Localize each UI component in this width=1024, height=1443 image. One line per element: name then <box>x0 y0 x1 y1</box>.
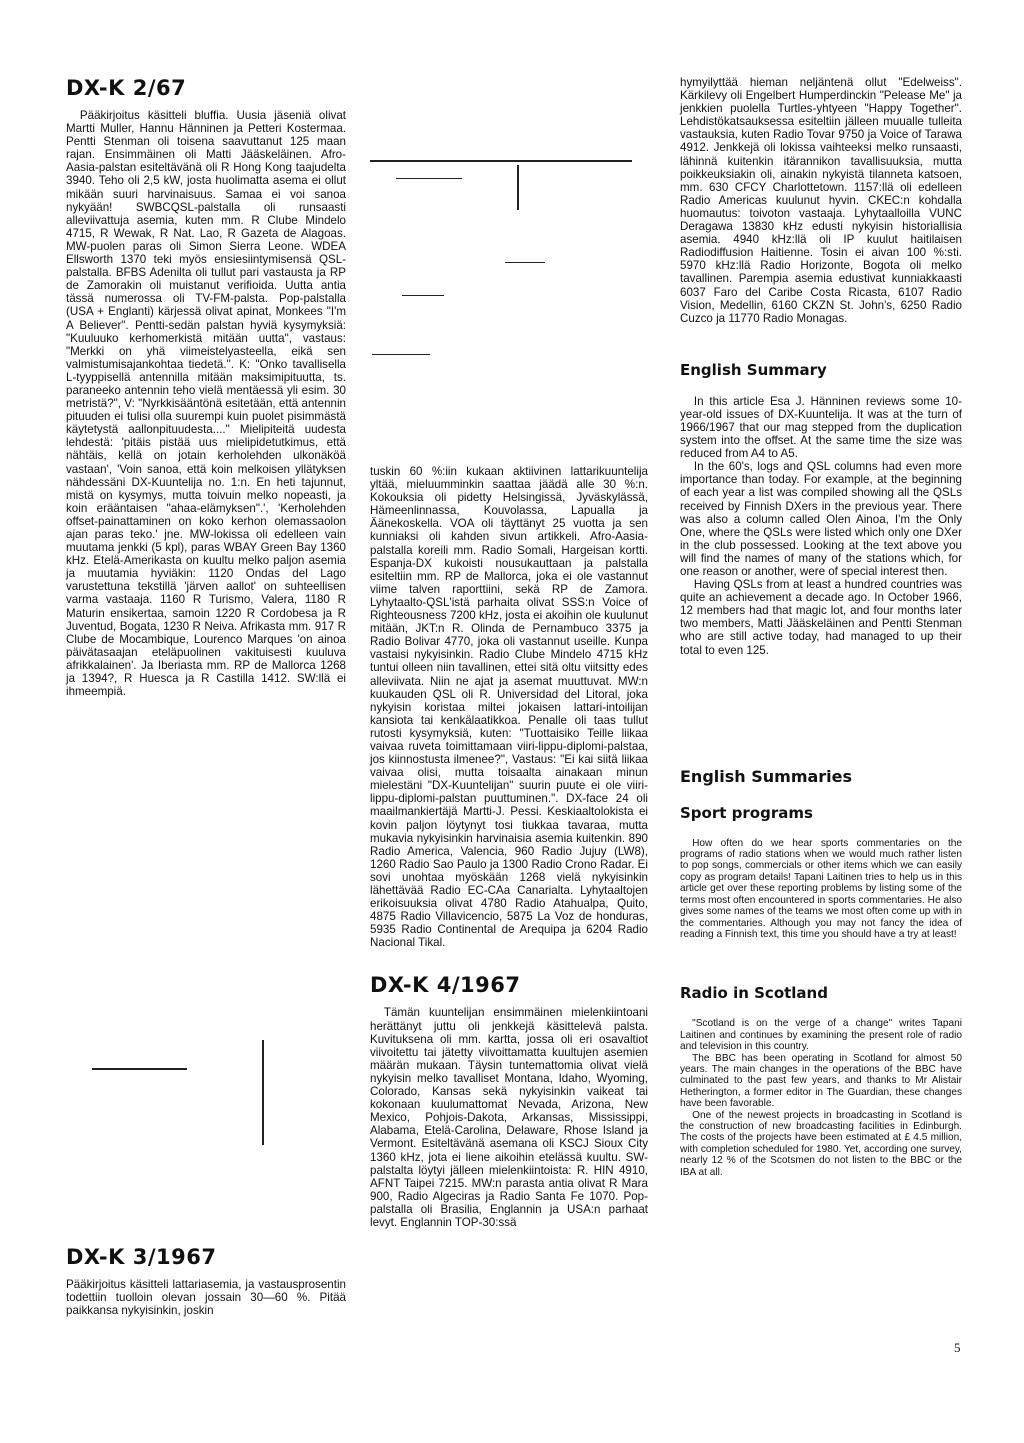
summary-paragraph-3: Having QSLs from at least a hundred countries was quite an achievement a decade ago. In October 1966, 12 members had that magic lot, and four months later two members, Matti Jääskeläinen and Pentti Stenman who are still active today, had managed to up their total to even 125. <box>680 578 962 657</box>
scotland-paragraph-2: The BBC has been operating in Scotland for almost 50 years. The main changes in the operations of the BBC have culminated to the past few years, and thanks to Mr Alistair Hetherington, a former editor in The Guardian, these changes have been favorable. <box>680 1052 962 1110</box>
summary-paragraph-1: In this article Esa J. Hänninen reviews some 10-year-old issues of DX-Kuuntelija. It was at the turn of 1966/1967 that our mag stepped from the duplication system into the offset. At the same time the size was reduced from A4 to A5. <box>680 394 962 461</box>
page-number: 5 <box>954 1340 961 1355</box>
article-dxk-4-1967-continued: hymyilyttää hieman neljäntenä ollut "Edelweiss". Kärkilevy oli Engelbert Humperdinckin "Pelease Me" ja jenkkien puolella Turtles-yhtyeen "Happy Together". Lehdistökatsauksessa esiteltiin jälleen muualle tulleita vastauksia, kuten Radio Tovar 9750 ja Voice of Tarawa 4912. Jenkkejä oli lokissa vaihteeksi melko runsaasti, lähinnä kuitenkin itärannikon tavallisuuksia, mutta poikkeuksiakin oli, ainakin nykyistä tilanneta katsoen, mm. 630 CFCY Charlottetown. 1157:llä oli edelleen Radio Americas kuulunut hyvin. CKEC:n kohdalla huomautus: toivoton vastaaja. Lyhytaalloilla VUNC Deragawa 13830 kHz edusti nykyisin historiallisia asemia. 4940 kHz:llä oli IP kuulut haitilaisen Radiodiffusion Haitienne. Tosin ei aivan 100 %:sti. 5970 kHz:llä Radio Horizonte, Bogota oli melko tavallinen. Parempia asemia edustivat kunniakkaasti 6037 Faro del Caribe Costa Ricasta, 6107 Radio Vision, Medellin, 6160 CKZN St. John's, 6250 Radio Cuzco ja 11770 Radio Monagas. <box>680 76 962 325</box>
decorative-rule-vertical-left <box>262 1040 264 1145</box>
decorative-rule-left <box>92 1068 187 1070</box>
decorative-rule-mid-d <box>372 354 430 355</box>
column-3 <box>680 76 962 1178</box>
heading-dxk-4-1967: DX-K 4/1967 <box>370 973 521 998</box>
column-1-bottom <box>66 1245 346 1317</box>
article-dxk-3-1967: Pääkirjoitus käsitteli lattariasemia, ja vastausprosentin todettiin tuolloin olevan jossain 30—60 %. Pitää paikkansa nykyisinkin, joskin <box>66 1278 346 1318</box>
article-dxk-4-1967: Tämän kuuntelijan ensimmäinen mielenkiintoani herättänyt juttu oli jenkkejä käsittelevä palsta. Kuvituksena oli mm. kartta, jossa oli eri osavaltiot viivoitettu tai jätetty viivoittamatta kuultujen asemien määrän mukaan. Täysin tuntemattomia olivat vielä nykyisin melko tavalliset Montana, Idaho, Wyoming, Colorado, Kansas sekä nykyisinkin vaikeat tai kokonaan kuulumattomat Nevada, Arizona, New Mexico, Pohjois-Dakota, Arkansas, Mississippi, Alabama, Etelä-Carolina, Delaware, Rhose Island ja Vermont. Esiteltävänä asemana oli KSCJ Sioux City 1360 kHz, jota ei liene aikoihin etelässä kuultu. SW-palstalta löytyi jälleen mielenkiintoista: R. HIN 4910, AFNT Taipei 7215. MW:n parasta antia olivat R Mara 900, Radio Algeciras ja Radio Santa Fe 1070. Pop-palstalla oli Brasilia, Englannin ja USA:n parhaat levyt. Englannin TOP-30:ssä <box>370 1006 648 1229</box>
decorative-rule-mid-top <box>370 160 632 162</box>
scotland-paragraph-1: "Scotland is on the verge of a change" writes Tapani Laitinen and continues by examining the present role of radio and television in this country. <box>680 1018 962 1053</box>
decorative-rule-mid-a <box>396 178 462 179</box>
article-dxk-2-67: Pääkirjoitus käsitteli bluffia. Uusia jäseniä olivat Martti Muller, Hannu Hänninen ja Petteri Kostermaa. Pentti Stenman oli toisena saavuttanut 125 maan rajan. Ensimmäinen oli Matti Jääskeläinen. Afro-Aasia-palstan esiteltävänä oli R Hong Kong taajudelta 3940. Teho oli 2,5 kW, josta huolimatta asema ei ollut mikään suuri harvinaisuus. Samaa ei voi sanoa nykyään! SWBCQSL-palstalla oli runsaasti alleviivattuja asemia, kuten mm. R Clube Mindelo 4715, R Wewak, R Nat. Lao, R Gazeta de Alagoas. MW-puolen paras oli Simon Sierra Leone. WDEA Ellsworth 1370 teki myös ensiesiintymisensä QSL-palstalla. BFBS Adenilta oli tullut pari vastausta ja RP de Zamorakin oli muistanut verifioida. Uutta antia tässä numerossa oli TV-FM-palsta. Pop-palstalla (USA + Englanti) kärjessä olivat apinat, Monkees "I'm A Believer". Pentti-sedän palstan hyviä kysymyksiä: "Kuuluuko kerhomerkistä mitään uutta", vastaus: "Merkki on yhä viimeistelyasteella, eikä sen valmistumisajankohtaa tiedetä.". K: "Onko tavallisella L-tyyppisellä antennilla mitään maksimipituutta, ts. paraneeko antennin teho vielä mentäessä yli esim. 30 metristä?", V: "Nyrkkisääntönä esitetään, että antennin pituuden ei tulisi olla suurempi kuin puolet pisimmästä käytetystä aallonpituudesta...." Mielipiteitä uudesta lehdestä: 'pitäis pistää uus mielipidetutkimus, että nähtäis, kellä on jotain kerholehden ulkonäköä vastaan', 'Voin sanoa, että koin melkoisen yllätyksen nähdessäni DX-Kuuntelija no. 1:n. En heti tajunnut, mistä on kysymys, mutta toivuin melko nopeasti, ja koin erääntaisen "ahaa-elämyksen".', 'Kerholehden offset-painattaminen on koko kerhon olemassaolon ajan paras teko.' jne. MW-lokissa oli edelleen vain muutama jenkki (5 kpl), paras WBAY Green Bay 1360 kHz. Etelä-Amerikasta on kuultu melko paljon asemia ja muutamia hyviäkin: 1120 Ondas del Lago varustettuna tekstillä 'järven aallot' on suhteellisen varma vastaaja. 1160 R Turismo, Valera, 1180 R Maturin ensikertaa, samoin 1220 R Cordobesa ja R Juventud, Bogata, 1230 R Neiva. Afrikasta mm. 917 R Clube de Mocambique, Lourenco Marques 'on ainoa päivätasaajan eteläpuolinen vakituisesti kuuluva afrikkalainen'. Ja Iberiasta mm. RP de Mallorca 1268 ja 1394?, R Huesca ja R Castilla 1412. SW:llä ei ihmeempiä. <box>66 109 346 699</box>
scotland-paragraph-3: One of the newest projects in broadcasting in Scotland is the construction of new broadcasting facilities in Edinburgh. The costs of the projects have been estimated at £ 4.5 million, with completion scheduled for 1980. Yet, according one survey, nearly 12 % of the Scotsmen do not listen to the BBC or the IBA at all. <box>680 1109 962 1178</box>
heading-english-summaries: English Summaries <box>680 766 853 786</box>
article-dxk-3-1967-continued: tuskin 60 %:iin kukaan aktiivinen lattarikuuntelija yltää, mieluumminkin saattaa jäädä alle 30 %:n. Kokouksia oli pidetty Helsingissä, Jyväskylässä, Hämeenlinnassa, Kouvolassa, Lapualla ja Äänekoskella. VOA oli täyttänyt 25 vuotta ja sen kunniaksi oli kahden sivun artikkeli. Afro-Aasia-palstalla koreili mm. Radio Somali, Hargeisan kortti. Espanja-DX kukoisti nousukauttaan ja palstalla esiteltiin mm. RP de Mallorca, joka ei ole vastannut viime talven raporttiini, sekä RP de Zamora. Lyhytaalto-QSL'istä parhaita olivat SSS:n Voice of Righteousness 7200 kHz, josta ei akoihin ole kuulunut mitään, JKT:n R. Olinda de Pernambuco 3375 ja Radio Bolivar 4770, joka oli vastannut useille. Kunpa vastaisi nykyisinkin. Radio Clube Mindelo 4715 kHz tuntui olleen niin tavallinen, ettei sitä oltu viitsitty edes alleviivata. Niin ne ajat ja asemat muuttuvat. MW:n kuukauden QSL oli R. Universidad del Litoral, joka nykyisin koristaa miltei jokaisen lattari-intoilijan kansiota tai kenkälaatikkoa. Penalle oli taas tullut rutosti kysymyksiä, kuten: "Tuottaisiko Teille liikaa vaivaa ruveta toimittamaan viiri-lippu-diplomi-palstaa, jos kiinnostusta ilmenee?", Vastaus: "Ei kai siitä liikaa vaivaa olisi, mutta toisaalta ainakaan minun mielestäni "DX-Kuuntelijan" suurin puute ei ole viiri-lippu-diplomi-palstan puuttuminen.". DX-face 24 oli maailmankiertäjä Martti-J. Pessi. Keskiaaltolokista ei kovin paljon löytynyt tosi tiukkaa tavaraa, mutta mukavia nykyisinkin harvinaisia asemia kuitenkin. 890 Radio America, Valencia, 960 Radio Jujuy (LW8), 1260 Radio Sao Paulo ja 1300 Radio Crono Radar. Ei sovi unohtaa myöskään 1268 vielä nykyisinkin lähettävää Radio EC-CAa Canarialta. Lyhytaaltojen erikoisuuksia olivat 4780 Radio Atahualpa, Quito, 4875 Radio Villavicencio, 5875 La Voz de honduras, 5935 Radio Continental de Arequipa ja 6204 Radio Nacional Tikal. <box>370 465 648 950</box>
summary-paragraph-2: In the 60's, logs and QSL columns had even more importance than today. For example, at the beginning of each year a list was compiled showing all the QSLs received by Finnish DXers in the previous year. There was also a column called Olen Ainoa, I'm the Only One, where the QSLs were listed which only one DXer in the club possessed. Looking at the text above you will find the names of many of the stations which, for one reason or another, were of special interest then. <box>680 460 962 578</box>
decorative-rule-mid-vertical <box>517 165 519 210</box>
heading-sport-programs: Sport programs <box>680 803 813 822</box>
column-2 <box>370 465 648 1229</box>
decorative-rule-mid-c <box>402 295 444 296</box>
heading-dxk-3-1967: DX-K 3/1967 <box>66 1245 217 1269</box>
column-1 <box>66 76 346 698</box>
heading-dxk-2-67: DX-K 2/67 <box>66 76 187 100</box>
sport-programs-text: How often do we hear sports commentaries on the programs of radio stations when we would much rather listen to pop songs, commercials or other items which we can easily copy as program details! Tapani Laitinen tries to help us in this article get over these reporting problems by listing some of the terms most often encountered in sports commentaries. He also gives some names of the teams we most often come up with in the commentaries. Although you may not fancy the idea of reading a Finnish text, this time you should have a try at least! <box>680 837 962 940</box>
heading-english-summary: English Summary <box>680 360 827 379</box>
decorative-rule-mid-b <box>505 262 545 263</box>
heading-radio-in-scotland: Radio in Scotland <box>680 984 828 1003</box>
